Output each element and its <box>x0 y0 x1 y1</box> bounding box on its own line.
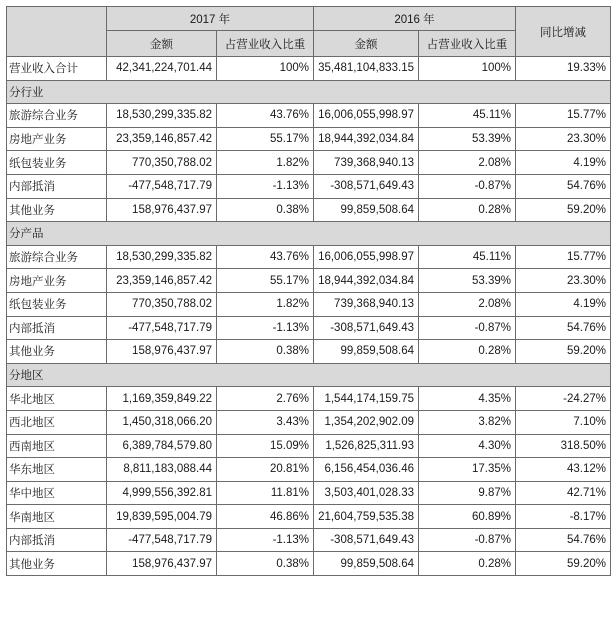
cell-yoy: 54.76% <box>516 174 611 198</box>
header-year-2017: 2017 年 <box>107 7 314 31</box>
cell-amount-2016: 16,006,055,998.97 <box>314 104 419 128</box>
cell-ratio-2016: 0.28% <box>419 198 516 222</box>
cell-ratio-2016: 45.11% <box>419 104 516 128</box>
table-row <box>7 245 611 269</box>
cell-ratio-2016: 60.89% <box>419 505 516 529</box>
cell-ratio-2017: 0.38% <box>217 340 314 364</box>
revenue-table-container <box>6 6 611 576</box>
header-amount-2016: 金额 <box>314 31 419 57</box>
cell-amount-2017: 23,359,146,857.42 <box>107 269 217 293</box>
cell-amount-2016: 21,604,759,535.38 <box>314 505 419 529</box>
row-label: 西北地区 <box>7 410 107 434</box>
cell-amount-2017: 6,389,784,579.80 <box>107 434 217 458</box>
cell-amount-2016: 18,944,392,034.84 <box>314 269 419 293</box>
cell-amount-2016: 3,503,401,028.33 <box>314 481 419 505</box>
cell-amount-2016: 1,354,202,902.09 <box>314 410 419 434</box>
cell-ratio-2017: 15.09% <box>217 434 314 458</box>
section-header-row <box>7 363 611 387</box>
cell-ratio-2017: 0.38% <box>217 198 314 222</box>
cell-ratio-2016: 53.39% <box>419 269 516 293</box>
table-row <box>7 387 611 411</box>
header-yoy-change: 同比增减 <box>516 7 611 57</box>
cell-amount-2017: 158,976,437.97 <box>107 552 217 576</box>
cell-yoy: 7.10% <box>516 410 611 434</box>
cell-amount-2017: 18,530,299,335.82 <box>107 104 217 128</box>
row-label: 华北地区 <box>7 387 107 411</box>
total-yoy: 19.33% <box>516 57 611 81</box>
cell-ratio-2017: -1.13% <box>217 174 314 198</box>
cell-amount-2016: 99,859,508.64 <box>314 552 419 576</box>
table-body <box>7 57 611 576</box>
row-label: 旅游综合业务 <box>7 104 107 128</box>
row-label: 内部抵消 <box>7 316 107 340</box>
table-row <box>7 340 611 364</box>
cell-ratio-2016: 3.82% <box>419 410 516 434</box>
cell-amount-2017: 19,839,595,004.79 <box>107 505 217 529</box>
cell-ratio-2016: 53.39% <box>419 127 516 151</box>
section-header-row <box>7 222 611 246</box>
cell-amount-2017: 4,999,556,392.81 <box>107 481 217 505</box>
total-ratio-2017: 100% <box>217 57 314 81</box>
cell-amount-2017: 1,169,359,849.22 <box>107 387 217 411</box>
row-label: 纸包装业务 <box>7 151 107 175</box>
section-header-row <box>7 80 611 104</box>
header-ratio-2016: 占营业收入比重 <box>419 31 516 57</box>
total-row <box>7 57 611 81</box>
cell-ratio-2016: 45.11% <box>419 245 516 269</box>
cell-ratio-2016: 0.28% <box>419 552 516 576</box>
row-label: 内部抵消 <box>7 528 107 552</box>
cell-ratio-2017: 0.38% <box>217 552 314 576</box>
row-label: 华南地区 <box>7 505 107 529</box>
cell-ratio-2017: 46.86% <box>217 505 314 529</box>
row-label: 内部抵消 <box>7 174 107 198</box>
row-label: 房地产业务 <box>7 127 107 151</box>
header-ratio-2017: 占营业收入比重 <box>217 31 314 57</box>
table-row <box>7 198 611 222</box>
header-corner-cell <box>7 7 107 57</box>
cell-ratio-2017: 55.17% <box>217 269 314 293</box>
header-year-2016: 2016 年 <box>314 7 516 31</box>
total-amount-2017: 42,341,224,701.44 <box>107 57 217 81</box>
cell-amount-2016: 739,368,940.13 <box>314 151 419 175</box>
cell-ratio-2017: 1.82% <box>217 292 314 316</box>
cell-amount-2017: 770,350,788.02 <box>107 292 217 316</box>
cell-amount-2017: 770,350,788.02 <box>107 151 217 175</box>
cell-yoy: 4.19% <box>516 151 611 175</box>
cell-amount-2017: 158,976,437.97 <box>107 340 217 364</box>
cell-yoy: -8.17% <box>516 505 611 529</box>
table-row <box>7 151 611 175</box>
cell-yoy: -24.27% <box>516 387 611 411</box>
cell-yoy: 42.71% <box>516 481 611 505</box>
cell-ratio-2016: -0.87% <box>419 528 516 552</box>
cell-yoy: 15.77% <box>516 245 611 269</box>
section-title: 分行业 <box>7 80 611 104</box>
row-label: 其他业务 <box>7 340 107 364</box>
cell-amount-2016: 16,006,055,998.97 <box>314 245 419 269</box>
cell-ratio-2016: -0.87% <box>419 174 516 198</box>
table-row <box>7 269 611 293</box>
cell-yoy: 23.30% <box>516 127 611 151</box>
table-row <box>7 127 611 151</box>
cell-yoy: 59.20% <box>516 552 611 576</box>
cell-amount-2016: 739,368,940.13 <box>314 292 419 316</box>
cell-ratio-2016: 4.30% <box>419 434 516 458</box>
table-row <box>7 505 611 529</box>
cell-yoy: 54.76% <box>516 316 611 340</box>
table-row <box>7 104 611 128</box>
header-row-years <box>7 7 611 31</box>
cell-ratio-2017: -1.13% <box>217 316 314 340</box>
cell-ratio-2016: -0.87% <box>419 316 516 340</box>
section-title: 分产品 <box>7 222 611 246</box>
cell-amount-2017: 158,976,437.97 <box>107 198 217 222</box>
cell-yoy: 318.50% <box>516 434 611 458</box>
cell-yoy: 15.77% <box>516 104 611 128</box>
table-row <box>7 292 611 316</box>
cell-amount-2017: -477,548,717.79 <box>107 528 217 552</box>
total-amount-2016: 35,481,104,833.15 <box>314 57 419 81</box>
cell-ratio-2017: 43.76% <box>217 245 314 269</box>
cell-ratio-2017: 11.81% <box>217 481 314 505</box>
cell-ratio-2017: 2.76% <box>217 387 314 411</box>
row-label: 华中地区 <box>7 481 107 505</box>
header-amount-2017: 金额 <box>107 31 217 57</box>
cell-yoy: 43.12% <box>516 458 611 482</box>
cell-amount-2016: -308,571,649.43 <box>314 528 419 552</box>
cell-amount-2017: -477,548,717.79 <box>107 316 217 340</box>
table-row <box>7 434 611 458</box>
cell-amount-2016: 99,859,508.64 <box>314 340 419 364</box>
table-row <box>7 316 611 340</box>
row-label: 其他业务 <box>7 552 107 576</box>
cell-ratio-2016: 2.08% <box>419 151 516 175</box>
cell-amount-2016: 1,526,825,311.93 <box>314 434 419 458</box>
table-row <box>7 528 611 552</box>
total-label: 营业收入合计 <box>7 57 107 81</box>
cell-yoy: 23.30% <box>516 269 611 293</box>
cell-ratio-2017: -1.13% <box>217 528 314 552</box>
cell-amount-2016: 1,544,174,159.75 <box>314 387 419 411</box>
cell-amount-2017: 1,450,318,066.20 <box>107 410 217 434</box>
table-row <box>7 458 611 482</box>
cell-yoy: 4.19% <box>516 292 611 316</box>
cell-amount-2017: 8,811,183,088.44 <box>107 458 217 482</box>
table-row <box>7 481 611 505</box>
row-label: 其他业务 <box>7 198 107 222</box>
row-label: 旅游综合业务 <box>7 245 107 269</box>
cell-yoy: 59.20% <box>516 340 611 364</box>
section-title: 分地区 <box>7 363 611 387</box>
cell-ratio-2017: 43.76% <box>217 104 314 128</box>
cell-ratio-2017: 20.81% <box>217 458 314 482</box>
revenue-breakdown-table <box>6 6 611 576</box>
cell-amount-2016: 6,156,454,036.46 <box>314 458 419 482</box>
total-ratio-2016: 100% <box>419 57 516 81</box>
cell-ratio-2016: 17.35% <box>419 458 516 482</box>
row-label: 华东地区 <box>7 458 107 482</box>
cell-amount-2017: -477,548,717.79 <box>107 174 217 198</box>
row-label: 西南地区 <box>7 434 107 458</box>
cell-ratio-2016: 4.35% <box>419 387 516 411</box>
cell-amount-2016: -308,571,649.43 <box>314 174 419 198</box>
cell-amount-2017: 23,359,146,857.42 <box>107 127 217 151</box>
table-row <box>7 410 611 434</box>
row-label: 纸包装业务 <box>7 292 107 316</box>
cell-amount-2016: -308,571,649.43 <box>314 316 419 340</box>
cell-ratio-2017: 3.43% <box>217 410 314 434</box>
table-row <box>7 552 611 576</box>
cell-ratio-2017: 55.17% <box>217 127 314 151</box>
cell-ratio-2016: 0.28% <box>419 340 516 364</box>
cell-amount-2016: 99,859,508.64 <box>314 198 419 222</box>
cell-yoy: 59.20% <box>516 198 611 222</box>
cell-ratio-2016: 2.08% <box>419 292 516 316</box>
cell-amount-2017: 18,530,299,335.82 <box>107 245 217 269</box>
cell-amount-2016: 18,944,392,034.84 <box>314 127 419 151</box>
table-row <box>7 174 611 198</box>
cell-yoy: 54.76% <box>516 528 611 552</box>
row-label: 房地产业务 <box>7 269 107 293</box>
cell-ratio-2017: 1.82% <box>217 151 314 175</box>
cell-ratio-2016: 9.87% <box>419 481 516 505</box>
